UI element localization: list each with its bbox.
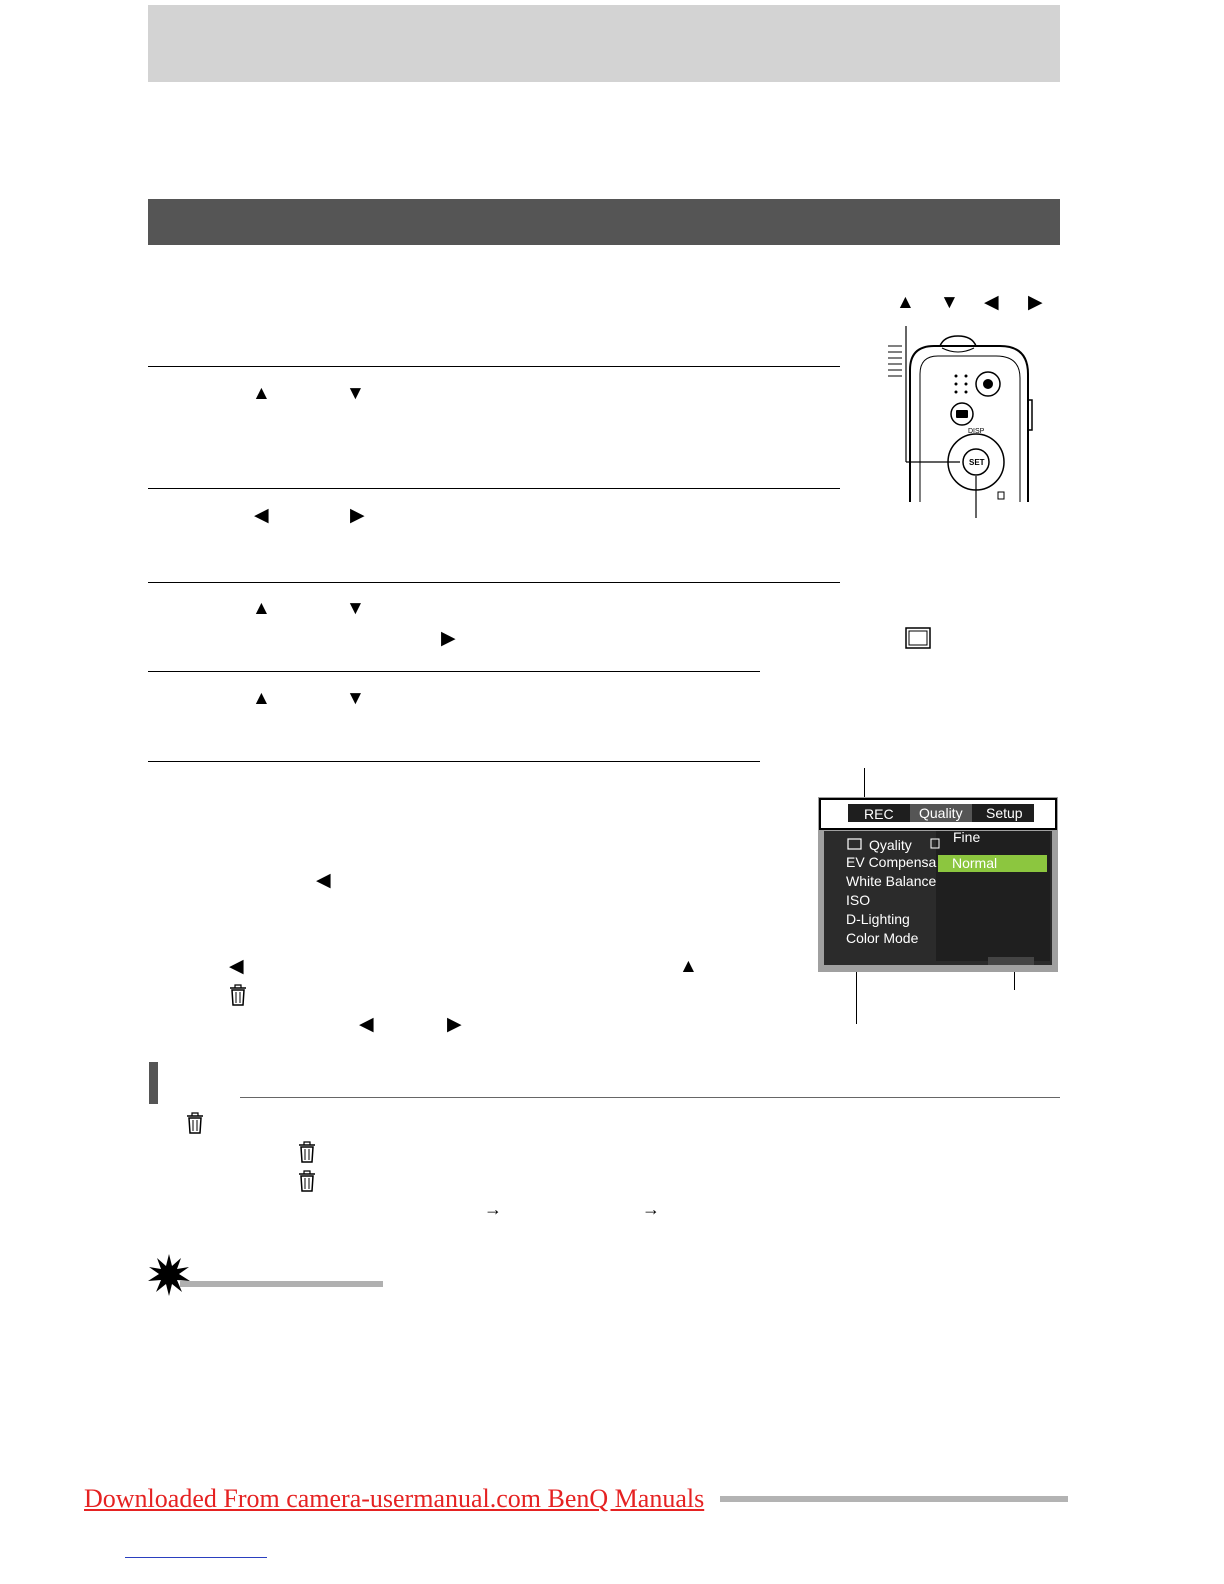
tab-setup: Setup [986, 805, 1023, 821]
menu-item-dlighting: D-Lighting [846, 911, 910, 927]
right-arrow-icon: ▶ [350, 505, 365, 526]
menu-item-wb: White Balance [846, 873, 937, 889]
menu-item-ev: EV Compensa [846, 854, 937, 870]
step-divider [148, 671, 760, 672]
lcd-menu-screen [818, 797, 1058, 972]
step-divider [148, 582, 840, 583]
trash-icon [296, 1168, 318, 1194]
up-arrow-icon: ▲ [252, 688, 271, 709]
right-small-arrow-icon: → [642, 1199, 660, 1219]
right-arrow-icon: ▶ [447, 1014, 462, 1035]
disp-label: DISP [968, 428, 985, 435]
camera-back-illustration [880, 290, 1060, 520]
image-size-icon [905, 627, 931, 649]
download-source-link[interactable]: Downloaded From camera-usermanual.com BenQ Manuals [84, 1484, 705, 1513]
section-header-bar [148, 199, 1060, 245]
footer-bar [720, 1496, 1068, 1502]
callout-line [864, 768, 865, 798]
option-normal: Normal [952, 855, 998, 871]
note-divider [240, 1097, 1060, 1098]
step-divider [148, 366, 840, 367]
option-fine: Fine [953, 829, 981, 845]
tab-quality: Quality [919, 805, 963, 821]
right-arrow-icon: ▶ [1028, 292, 1043, 313]
bottom-link-underline [125, 1557, 267, 1558]
right-small-arrow-icon: → [484, 1199, 502, 1219]
left-arrow-icon: ◀ [254, 505, 269, 526]
important-burst-icon [148, 1254, 190, 1296]
down-arrow-icon: ▼ [346, 598, 365, 619]
top-banner [148, 5, 1060, 82]
left-arrow-icon: ◀ [984, 292, 999, 313]
step-divider [148, 488, 840, 489]
menu-item-iso: ISO [846, 892, 871, 908]
up-arrow-icon: ▲ [679, 956, 698, 977]
up-arrow-icon: ▲ [252, 383, 271, 404]
trash-icon [184, 1110, 206, 1136]
up-arrow-icon: ▲ [896, 292, 915, 313]
trash-icon [296, 1139, 318, 1165]
down-arrow-icon: ▼ [940, 292, 959, 313]
tab-rec: REC [864, 806, 894, 822]
menu-item-colormode: Color Mode [846, 930, 919, 946]
menu-item-quality: Qyality [869, 837, 912, 853]
right-arrow-icon: ▶ [441, 628, 456, 649]
up-arrow-icon: ▲ [252, 598, 271, 619]
important-divider [180, 1281, 383, 1287]
left-arrow-icon: ◀ [229, 956, 244, 977]
step-divider [148, 761, 760, 762]
note-marker [149, 1062, 158, 1104]
down-arrow-icon: ▼ [346, 688, 365, 709]
left-arrow-icon: ◀ [359, 1014, 374, 1035]
trash-icon [227, 982, 249, 1008]
left-arrow-icon: ◀ [316, 870, 331, 891]
set-label: SET [969, 458, 985, 467]
down-arrow-icon: ▼ [346, 383, 365, 404]
